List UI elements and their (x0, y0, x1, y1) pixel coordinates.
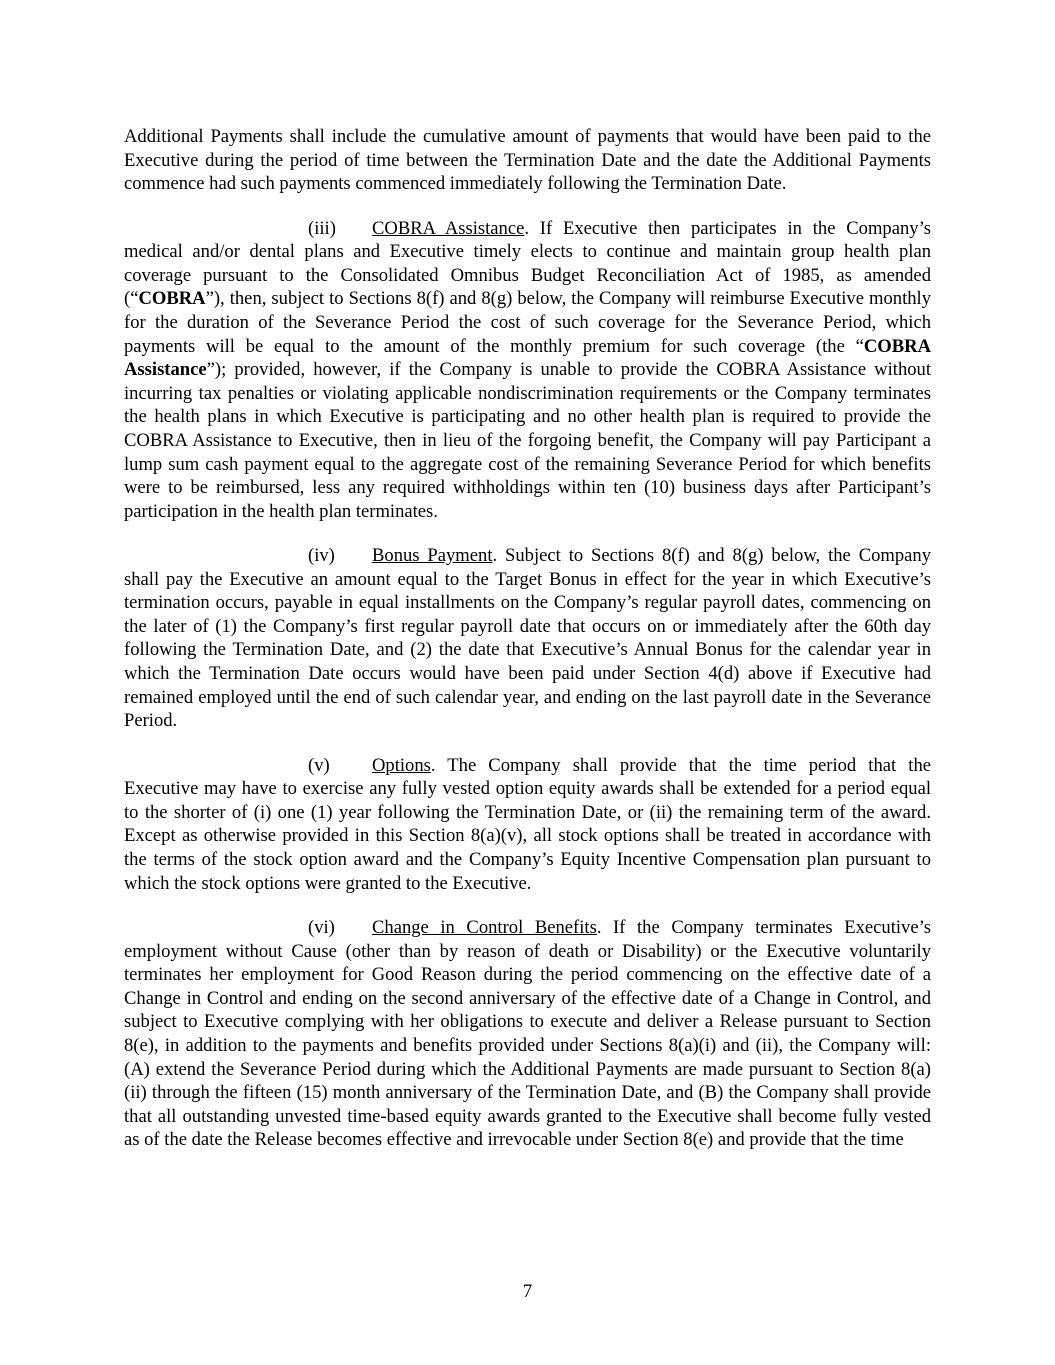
defined-term: COBRA Assistance (124, 335, 931, 381)
continuation-text: Additional Payments shall include the cumulative amount of payments that would have been paid to the Executive during the period of time between the Termination Date and the date the Additional Payments commence had such payments commenced immediately following the Termination Date. (124, 126, 931, 195)
section-heading: Options (372, 754, 431, 776)
section-heading: COBRA Assistance (372, 217, 525, 239)
section-body: . If the Company terminates Executive’s employment without Cause (other than by reason of death or Disability) or the Executive voluntarily terminates her employment for Good Reason during the period commencing on the effective date of a Change in Control and ending on the second anniversary of the effective date of a Change in Control, and subject to Executive complying with her obligations to execute and deliver a Release pursuant to Section 8(e), in addition to the payments and benefits provided under Sections 8(a)(i) and (ii), the Company will: (A) extend the Severance Period during which the Additional Payments are made pursuant to Section 8(a)(ii) through the fifteen (15) month anniversary of the Termination Date, and (B) the Company shall provide that all outstanding unvested time-based equity awards granted to the Executive shall become fully vested as of the date the Release becomes effective and irrevocable under Section 8(e) and provide that the time (124, 917, 931, 1151)
section-change-in-control-benefits (124, 916, 931, 1152)
section-number: (vi) (308, 917, 335, 938)
section-bonus-payment (124, 544, 931, 733)
section-number: (iii) (308, 217, 336, 239)
section-number: (v) (308, 754, 330, 776)
section-number: (iv) (308, 545, 335, 567)
section-options (124, 754, 931, 896)
page-content (124, 125, 931, 1173)
section-body-part: . If Executive then participates in the Company’s medical and/or dental plans and Executive timely elects to continue and maintain group health plan coverage pursuant to the Consolidated Omnibus Budget Reconciliation Act of 1985, as amended (“ (124, 217, 931, 310)
section-body: . The Company shall provide that the time period that the Executive may have to exercise any fully vested option equity awards shall be extended for a period equal to the shorter of (i) one (1) year following the Termination Date, or (ii) the remaining term of the award. Except as otherwise provided in this Section 8(a)(v), all stock options shall be treated in accordance with the terms of the stock option award and the Company’s Equity Incentive Compensation plan pursuant to which the stock options were granted to the Executive. (124, 754, 931, 894)
section-body: . Subject to Sections 8(f) and 8(g) below, the Company shall pay the Executive an amount equal to the Target Bonus in effect for the year in which Executive’s termination occurs, payable in equal installments on the Company’s regular payroll dates, commencing on the later of (1) the Company’s first regular payroll date that occurs on or immediately after the 60th day following the Termination Date, and (2) the date that Executive’s Annual Bonus for the calendar year in which the Termination Date occurs would have been paid under Section 4(d) above if Executive had remained employed until the end of such calendar year, and ending on the last payroll date in the Severance Period. (124, 545, 932, 732)
section-heading: Change in Control Benefits (372, 917, 597, 938)
continuation-paragraph (124, 125, 931, 196)
defined-term: COBRA (138, 288, 206, 310)
section-body-part: ”); provided, however, if the Company is unable to provide the COBRA Assistance without incurring tax penalties or violating applicable nondiscrimination requirements or the Company terminates the health plans in which Executive is participating and no other health plan is required to provide the COBRA Assistance to Executive, then in lieu of the forgoing benefit, the Company will pay Participant a lump sum cash payment equal to the aggregate cost of the remaining Severance Period for which benefits were to be reimbursed, less any required withholdings within ten (10) business days after Participant’s participation in the health plan terminates. (124, 359, 931, 522)
page-number: 7 (522, 1281, 533, 1302)
section-body-part: ”), then, subject to Sections 8(f) and 8(g) below, the Company will reimburse Executive monthly for the duration of the Severance Period the cost of such coverage for the Severance Period, which payments will be equal to the amount of the monthly premium for such coverage (the “ (124, 288, 931, 357)
section-cobra-assistance (124, 217, 931, 524)
section-heading: Bonus Payment (372, 545, 493, 567)
